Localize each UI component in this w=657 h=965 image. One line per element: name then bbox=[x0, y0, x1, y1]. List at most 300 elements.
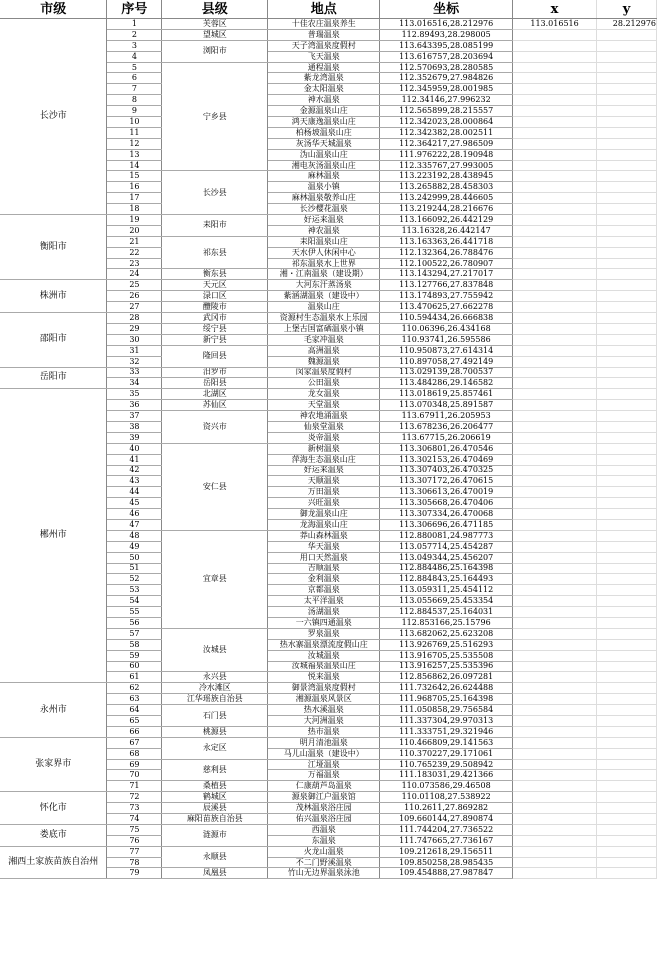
header-index: 序号 bbox=[107, 0, 162, 19]
location-cell: 龙女温泉 bbox=[268, 389, 380, 400]
index-cell: 73 bbox=[107, 803, 162, 814]
index-cell: 52 bbox=[107, 574, 162, 585]
index-cell: 71 bbox=[107, 781, 162, 792]
y-cell[interactable] bbox=[597, 323, 657, 334]
y-cell[interactable] bbox=[597, 247, 657, 258]
coordinate-cell: 110.073586,29.46508 bbox=[380, 781, 513, 792]
location-cell: 一六镇四通温泉 bbox=[268, 617, 380, 628]
y-cell[interactable] bbox=[597, 705, 657, 716]
index-cell: 41 bbox=[107, 454, 162, 465]
x-cell[interactable] bbox=[513, 182, 597, 193]
x-cell[interactable] bbox=[513, 247, 597, 258]
coordinate-cell: 113.678236,26.206477 bbox=[380, 421, 513, 432]
x-cell[interactable] bbox=[513, 759, 597, 770]
x-cell[interactable] bbox=[513, 487, 597, 498]
county-cell: 江华瑶族自治县 bbox=[162, 694, 268, 705]
y-cell[interactable] bbox=[597, 683, 657, 694]
city-cell: 岳阳市 bbox=[0, 367, 107, 389]
y-cell[interactable] bbox=[597, 628, 657, 639]
y-cell[interactable] bbox=[597, 672, 657, 683]
coordinate-cell: 112.884537,25.164031 bbox=[380, 607, 513, 618]
index-cell: 13 bbox=[107, 149, 162, 160]
header-city: 市级 bbox=[0, 0, 107, 19]
y-cell[interactable] bbox=[597, 149, 657, 160]
x-cell[interactable] bbox=[513, 498, 597, 509]
county-cell: 辰溪县 bbox=[162, 803, 268, 814]
y-cell[interactable] bbox=[597, 411, 657, 422]
county-cell: 永定区 bbox=[162, 737, 268, 759]
coordinate-cell: 113.059311,25.454112 bbox=[380, 585, 513, 596]
x-cell[interactable] bbox=[513, 563, 597, 574]
y-cell[interactable] bbox=[597, 541, 657, 552]
table-row bbox=[0, 215, 657, 226]
location-cell: 十佳农庄温泉养生 bbox=[268, 19, 380, 30]
location-cell: 兴旺温泉 bbox=[268, 498, 380, 509]
y-cell[interactable] bbox=[597, 465, 657, 476]
y-cell[interactable] bbox=[597, 182, 657, 193]
coordinate-cell: 109.850258,28.985435 bbox=[380, 857, 513, 868]
y-cell[interactable]: 28.212976 bbox=[597, 19, 657, 30]
y-cell[interactable] bbox=[597, 835, 657, 846]
index-cell: 45 bbox=[107, 498, 162, 509]
county-cell: 石门县 bbox=[162, 705, 268, 727]
coordinate-cell: 111.747665,27.736167 bbox=[380, 835, 513, 846]
y-cell[interactable] bbox=[597, 193, 657, 204]
index-cell: 38 bbox=[107, 421, 162, 432]
location-cell: 茂林温泉浴庄园 bbox=[268, 803, 380, 814]
index-cell: 49 bbox=[107, 541, 162, 552]
coordinate-cell: 109.212618,29.156511 bbox=[380, 846, 513, 857]
x-cell[interactable] bbox=[513, 454, 597, 465]
county-cell: 渌口区 bbox=[162, 291, 268, 302]
x-cell[interactable] bbox=[513, 313, 597, 324]
y-cell[interactable] bbox=[597, 737, 657, 748]
location-cell: 江垭温泉 bbox=[268, 759, 380, 770]
y-cell[interactable] bbox=[597, 51, 657, 62]
index-cell: 70 bbox=[107, 770, 162, 781]
x-cell[interactable] bbox=[513, 84, 597, 95]
x-cell[interactable] bbox=[513, 574, 597, 585]
coordinate-cell: 111.732642,26.624488 bbox=[380, 683, 513, 694]
coordinate-cell: 113.070348,25.891587 bbox=[380, 400, 513, 411]
index-cell: 72 bbox=[107, 792, 162, 803]
y-cell[interactable] bbox=[597, 138, 657, 149]
x-cell[interactable] bbox=[513, 541, 597, 552]
y-cell[interactable] bbox=[597, 748, 657, 759]
x-cell[interactable] bbox=[513, 378, 597, 389]
location-cell: 通程温泉 bbox=[268, 62, 380, 73]
location-cell: 万田温泉 bbox=[268, 487, 380, 498]
y-cell[interactable] bbox=[597, 367, 657, 378]
county-cell: 冷水滩区 bbox=[162, 683, 268, 694]
x-cell[interactable] bbox=[513, 269, 597, 280]
index-cell: 20 bbox=[107, 225, 162, 236]
y-cell[interactable] bbox=[597, 487, 657, 498]
x-cell[interactable] bbox=[513, 628, 597, 639]
x-cell[interactable] bbox=[513, 367, 597, 378]
county-cell: 望城区 bbox=[162, 29, 268, 40]
location-cell: 吉顺温泉 bbox=[268, 563, 380, 574]
county-cell: 桑植县 bbox=[162, 781, 268, 792]
county-cell: 宁乡县 bbox=[162, 62, 268, 171]
y-cell[interactable] bbox=[597, 421, 657, 432]
x-cell[interactable] bbox=[513, 40, 597, 51]
city-cell: 衡阳市 bbox=[0, 215, 107, 280]
county-cell: 涟源市 bbox=[162, 824, 268, 846]
y-cell[interactable] bbox=[597, 443, 657, 454]
x-cell[interactable] bbox=[513, 596, 597, 607]
y-cell[interactable] bbox=[597, 95, 657, 106]
index-cell: 40 bbox=[107, 443, 162, 454]
x-cell[interactable] bbox=[513, 291, 597, 302]
y-cell[interactable] bbox=[597, 824, 657, 835]
x-cell[interactable] bbox=[513, 792, 597, 803]
x-cell[interactable] bbox=[513, 639, 597, 650]
location-cell: 仁康葫芦岛温泉 bbox=[268, 781, 380, 792]
y-cell[interactable] bbox=[597, 378, 657, 389]
county-cell: 慈利县 bbox=[162, 759, 268, 781]
x-cell[interactable] bbox=[513, 62, 597, 73]
x-cell[interactable] bbox=[513, 29, 597, 40]
x-cell[interactable] bbox=[513, 432, 597, 443]
x-cell[interactable] bbox=[513, 846, 597, 857]
index-cell: 9 bbox=[107, 106, 162, 117]
table-row bbox=[0, 19, 657, 30]
location-cell: 祁东温泉水上世界 bbox=[268, 258, 380, 269]
coordinate-cell: 112.342382,28.002511 bbox=[380, 127, 513, 138]
index-cell: 37 bbox=[107, 411, 162, 422]
coordinate-cell: 110.466809,29.141563 bbox=[380, 737, 513, 748]
index-cell: 48 bbox=[107, 530, 162, 541]
coordinate-cell: 113.018619,25.857461 bbox=[380, 389, 513, 400]
x-cell[interactable] bbox=[513, 280, 597, 291]
x-cell[interactable] bbox=[513, 400, 597, 411]
y-cell[interactable] bbox=[597, 716, 657, 727]
coordinate-cell: 110.2611,27.869282 bbox=[380, 803, 513, 814]
index-cell: 21 bbox=[107, 236, 162, 247]
coordinate-cell: 113.67911,26.205953 bbox=[380, 411, 513, 422]
index-cell: 65 bbox=[107, 716, 162, 727]
county-cell: 绥宁县 bbox=[162, 323, 268, 334]
location-cell: 紫涵湖温泉（建设中） bbox=[268, 291, 380, 302]
x-cell[interactable] bbox=[513, 824, 597, 835]
location-cell: 炎帝温泉 bbox=[268, 432, 380, 443]
x-cell[interactable]: 113.016516 bbox=[513, 19, 597, 30]
coordinate-cell: 113.67715,26.206619 bbox=[380, 432, 513, 443]
location-cell: 御景湾温泉度假村 bbox=[268, 683, 380, 694]
x-cell[interactable] bbox=[513, 204, 597, 215]
location-cell: 灰汤华天城温泉 bbox=[268, 138, 380, 149]
location-cell: 金利温泉 bbox=[268, 574, 380, 585]
county-cell: 凤凰县 bbox=[162, 868, 268, 879]
location-cell: 京都温泉 bbox=[268, 585, 380, 596]
x-cell[interactable] bbox=[513, 465, 597, 476]
x-cell[interactable] bbox=[513, 726, 597, 737]
coordinate-cell: 111.183031,29.421366 bbox=[380, 770, 513, 781]
x-cell[interactable] bbox=[513, 617, 597, 628]
coordinate-cell: 111.968705,25.164398 bbox=[380, 694, 513, 705]
x-cell[interactable] bbox=[513, 530, 597, 541]
y-cell[interactable] bbox=[597, 345, 657, 356]
index-cell: 29 bbox=[107, 323, 162, 334]
x-cell[interactable] bbox=[513, 51, 597, 62]
y-cell[interactable] bbox=[597, 356, 657, 367]
y-cell[interactable] bbox=[597, 106, 657, 117]
y-cell[interactable] bbox=[597, 280, 657, 291]
county-cell: 隆回县 bbox=[162, 345, 268, 367]
y-cell[interactable] bbox=[597, 313, 657, 324]
county-cell: 北湖区 bbox=[162, 389, 268, 400]
index-cell: 62 bbox=[107, 683, 162, 694]
x-cell[interactable] bbox=[513, 661, 597, 672]
y-cell[interactable] bbox=[597, 117, 657, 128]
x-cell[interactable] bbox=[513, 411, 597, 422]
location-cell: 大河东汗蒸汤泉 bbox=[268, 280, 380, 291]
location-cell: 万福温泉 bbox=[268, 770, 380, 781]
index-cell: 56 bbox=[107, 617, 162, 628]
index-cell: 3 bbox=[107, 40, 162, 51]
index-cell: 16 bbox=[107, 182, 162, 193]
y-cell[interactable] bbox=[597, 596, 657, 607]
coordinate-cell: 110.93741,26.595586 bbox=[380, 334, 513, 345]
x-cell[interactable] bbox=[513, 334, 597, 345]
y-cell[interactable] bbox=[597, 40, 657, 51]
y-cell[interactable] bbox=[597, 726, 657, 737]
location-cell: 好运来温泉 bbox=[268, 465, 380, 476]
header-location: 地点 bbox=[268, 0, 380, 19]
y-cell[interactable] bbox=[597, 509, 657, 520]
location-cell: 魏源温泉 bbox=[268, 356, 380, 367]
x-cell[interactable] bbox=[513, 138, 597, 149]
y-cell[interactable] bbox=[597, 225, 657, 236]
location-cell: 明月清池温泉 bbox=[268, 737, 380, 748]
y-cell[interactable] bbox=[597, 236, 657, 247]
coordinate-cell: 113.306613,26.470019 bbox=[380, 487, 513, 498]
x-cell[interactable] bbox=[513, 160, 597, 171]
index-cell: 28 bbox=[107, 313, 162, 324]
x-cell[interactable] bbox=[513, 356, 597, 367]
y-cell[interactable] bbox=[597, 792, 657, 803]
y-cell[interactable] bbox=[597, 781, 657, 792]
location-cell: 湘电灰汤温泉山庄 bbox=[268, 160, 380, 171]
location-cell: 仙泉堂温泉 bbox=[268, 421, 380, 432]
index-cell: 69 bbox=[107, 759, 162, 770]
y-cell[interactable] bbox=[597, 160, 657, 171]
y-cell[interactable] bbox=[597, 62, 657, 73]
y-cell[interactable] bbox=[597, 552, 657, 563]
x-cell[interactable] bbox=[513, 716, 597, 727]
location-cell: 天水伊人休闲中心 bbox=[268, 247, 380, 258]
location-cell: 西温泉 bbox=[268, 824, 380, 835]
index-cell: 46 bbox=[107, 509, 162, 520]
x-cell[interactable] bbox=[513, 770, 597, 781]
county-cell: 醴陵市 bbox=[162, 302, 268, 313]
x-cell[interactable] bbox=[513, 225, 597, 236]
coordinate-cell: 110.01108,27.538922 bbox=[380, 792, 513, 803]
coordinate-cell: 113.306801,26.470546 bbox=[380, 443, 513, 454]
x-cell[interactable] bbox=[513, 868, 597, 879]
y-cell[interactable] bbox=[597, 770, 657, 781]
coordinate-cell: 113.484286,29.146582 bbox=[380, 378, 513, 389]
x-cell[interactable] bbox=[513, 421, 597, 432]
x-cell[interactable] bbox=[513, 781, 597, 792]
y-cell[interactable] bbox=[597, 127, 657, 138]
x-cell[interactable] bbox=[513, 171, 597, 182]
y-cell[interactable] bbox=[597, 84, 657, 95]
x-cell[interactable] bbox=[513, 236, 597, 247]
y-cell[interactable] bbox=[597, 73, 657, 84]
header-row bbox=[0, 0, 657, 19]
x-cell[interactable] bbox=[513, 835, 597, 846]
location-cell: 东温泉 bbox=[268, 835, 380, 846]
coordinate-cell: 113.643395,28.085199 bbox=[380, 40, 513, 51]
x-cell[interactable] bbox=[513, 345, 597, 356]
index-cell: 23 bbox=[107, 258, 162, 269]
y-cell[interactable] bbox=[597, 803, 657, 814]
y-cell[interactable] bbox=[597, 563, 657, 574]
x-cell[interactable] bbox=[513, 193, 597, 204]
x-cell[interactable] bbox=[513, 672, 597, 683]
index-cell: 51 bbox=[107, 563, 162, 574]
coordinate-cell: 113.223192,28.438945 bbox=[380, 171, 513, 182]
county-cell: 浏阳市 bbox=[162, 40, 268, 62]
x-cell[interactable] bbox=[513, 106, 597, 117]
y-cell[interactable] bbox=[597, 454, 657, 465]
county-cell: 麻阳苗族自治县 bbox=[162, 814, 268, 825]
x-cell[interactable] bbox=[513, 258, 597, 269]
y-cell[interactable] bbox=[597, 607, 657, 618]
coordinate-cell: 113.682062,25.623208 bbox=[380, 628, 513, 639]
y-cell[interactable] bbox=[597, 574, 657, 585]
x-cell[interactable] bbox=[513, 814, 597, 825]
y-cell[interactable] bbox=[597, 519, 657, 530]
x-cell[interactable] bbox=[513, 552, 597, 563]
coordinate-cell: 109.454888,27.987847 bbox=[380, 868, 513, 879]
x-cell[interactable] bbox=[513, 803, 597, 814]
y-cell[interactable] bbox=[597, 204, 657, 215]
y-cell[interactable] bbox=[597, 498, 657, 509]
x-cell[interactable] bbox=[513, 519, 597, 530]
x-cell[interactable] bbox=[513, 389, 597, 400]
coordinate-cell: 113.916257,25.535396 bbox=[380, 661, 513, 672]
county-cell: 桃源县 bbox=[162, 726, 268, 737]
index-cell: 50 bbox=[107, 552, 162, 563]
coordinate-cell: 112.345959,28.001985 bbox=[380, 84, 513, 95]
coordinate-cell: 113.916705,25.535508 bbox=[380, 650, 513, 661]
x-cell[interactable] bbox=[513, 857, 597, 868]
county-cell: 岳阳县 bbox=[162, 378, 268, 389]
y-cell[interactable] bbox=[597, 694, 657, 705]
x-cell[interactable] bbox=[513, 509, 597, 520]
y-cell[interactable] bbox=[597, 302, 657, 313]
y-cell[interactable] bbox=[597, 476, 657, 487]
y-cell[interactable] bbox=[597, 846, 657, 857]
coordinate-cell: 113.029139,28.700537 bbox=[380, 367, 513, 378]
location-cell: 柏杨坡温泉山庄 bbox=[268, 127, 380, 138]
y-cell[interactable] bbox=[597, 530, 657, 541]
y-cell[interactable] bbox=[597, 171, 657, 182]
index-cell: 6 bbox=[107, 73, 162, 84]
y-cell[interactable] bbox=[597, 389, 657, 400]
x-cell[interactable] bbox=[513, 476, 597, 487]
y-cell[interactable] bbox=[597, 639, 657, 650]
x-cell[interactable] bbox=[513, 443, 597, 454]
x-cell[interactable] bbox=[513, 694, 597, 705]
location-cell: 华天温泉 bbox=[268, 541, 380, 552]
x-cell[interactable] bbox=[513, 585, 597, 596]
index-cell: 64 bbox=[107, 705, 162, 716]
y-cell[interactable] bbox=[597, 29, 657, 40]
coordinate-cell: 113.926769,25.516293 bbox=[380, 639, 513, 650]
county-cell: 资兴市 bbox=[162, 411, 268, 444]
y-cell[interactable] bbox=[597, 432, 657, 443]
y-cell[interactable] bbox=[597, 269, 657, 280]
y-cell[interactable] bbox=[597, 759, 657, 770]
index-cell: 30 bbox=[107, 334, 162, 345]
x-cell[interactable] bbox=[513, 117, 597, 128]
x-cell[interactable] bbox=[513, 95, 597, 106]
y-cell[interactable] bbox=[597, 291, 657, 302]
y-cell[interactable] bbox=[597, 617, 657, 628]
y-cell[interactable] bbox=[597, 585, 657, 596]
x-cell[interactable] bbox=[513, 737, 597, 748]
location-cell: 湘・江南温泉（建设期） bbox=[268, 269, 380, 280]
county-cell: 宜章县 bbox=[162, 530, 268, 628]
x-cell[interactable] bbox=[513, 215, 597, 226]
y-cell[interactable] bbox=[597, 868, 657, 879]
y-cell[interactable] bbox=[597, 650, 657, 661]
x-cell[interactable] bbox=[513, 650, 597, 661]
y-cell[interactable] bbox=[597, 814, 657, 825]
x-cell[interactable] bbox=[513, 607, 597, 618]
x-cell[interactable] bbox=[513, 683, 597, 694]
coordinate-cell: 110.897058,27.492149 bbox=[380, 356, 513, 367]
y-cell[interactable] bbox=[597, 334, 657, 345]
coordinate-cell: 112.34146,27.996232 bbox=[380, 95, 513, 106]
x-cell[interactable] bbox=[513, 302, 597, 313]
y-cell[interactable] bbox=[597, 258, 657, 269]
coordinate-cell: 113.016516,28.212976 bbox=[380, 19, 513, 30]
coordinate-cell: 113.305668,26.470406 bbox=[380, 498, 513, 509]
coordinate-cell: 111.744204,27.736522 bbox=[380, 824, 513, 835]
location-cell: 不二门野溪温泉 bbox=[268, 857, 380, 868]
y-cell[interactable] bbox=[597, 400, 657, 411]
header-coordinates: 坐标 bbox=[380, 0, 513, 19]
index-cell: 36 bbox=[107, 400, 162, 411]
coordinate-cell: 113.242999,28.446605 bbox=[380, 193, 513, 204]
header-county: 县级 bbox=[162, 0, 268, 19]
coordinate-cell: 113.616757,28.203694 bbox=[380, 51, 513, 62]
x-cell[interactable] bbox=[513, 323, 597, 334]
x-cell[interactable] bbox=[513, 127, 597, 138]
location-cell: 高洲温泉 bbox=[268, 345, 380, 356]
x-cell[interactable] bbox=[513, 705, 597, 716]
location-cell: 热水溪温泉 bbox=[268, 705, 380, 716]
index-cell: 19 bbox=[107, 215, 162, 226]
table-row bbox=[0, 737, 657, 748]
location-cell: 用口天然温泉 bbox=[268, 552, 380, 563]
table-row bbox=[0, 683, 657, 694]
y-cell[interactable] bbox=[597, 857, 657, 868]
location-cell: 温泉小镇 bbox=[268, 182, 380, 193]
x-cell[interactable] bbox=[513, 73, 597, 84]
x-cell[interactable] bbox=[513, 748, 597, 759]
county-cell: 永顺县 bbox=[162, 846, 268, 868]
location-cell: 罗泉温泉 bbox=[268, 628, 380, 639]
y-cell[interactable] bbox=[597, 661, 657, 672]
y-cell[interactable] bbox=[597, 215, 657, 226]
x-cell[interactable] bbox=[513, 149, 597, 160]
